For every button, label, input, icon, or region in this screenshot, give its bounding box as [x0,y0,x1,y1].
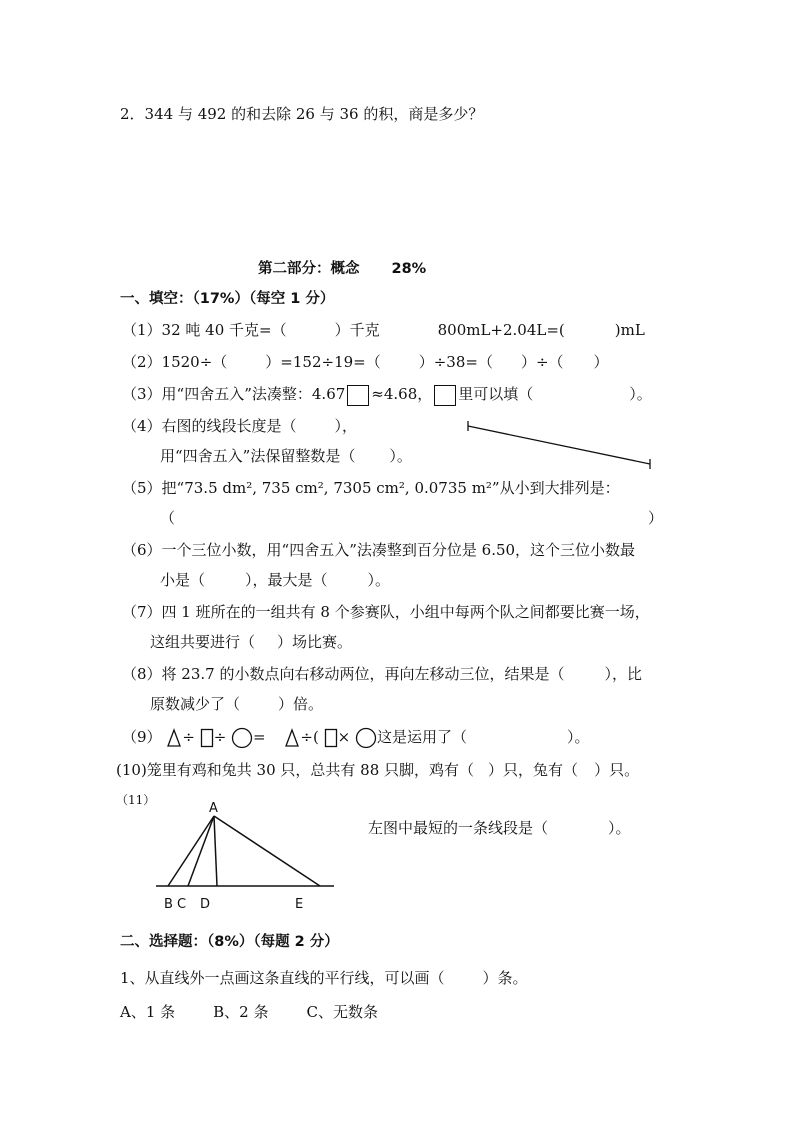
fill-4-text-a: （4）右图的线段长度是（ [122,417,297,435]
question-2: 2．344 与 492 的和去除 26 与 36 的积，商是多少？ [120,105,484,123]
fill-2-text-d: ）÷（ [520,353,564,371]
divide-sign-2: ÷ [213,728,227,746]
fill-5-blank-left: （ [160,509,176,527]
fill-2-text-e: ） [593,353,609,371]
fill-1 [122,320,645,340]
fill-8-text-c: 原数减少了（ [150,695,241,713]
choice-1-question: 1、从直线外一点画这条直线的平行线，可以画（ [120,969,445,987]
fill-11-text-b: ）。 [608,819,631,837]
fill-1-text-a: （1）32 吨 40 千克=（ [122,321,287,339]
fill-2 [122,352,609,372]
fill-3 [122,384,652,406]
divide-sign-3: ÷( [300,728,319,746]
fill-2-text-c: ）÷38=（ [418,353,493,371]
segment-figure [462,418,657,470]
fill-6-text-d: ）。 [367,571,391,589]
circle-icon [355,727,377,749]
fill-5-blank-right: ） [648,509,664,527]
fill-11-text [368,818,631,838]
fill-8-text-d: ）倍。 [278,695,324,713]
blank-square-1 [347,385,369,406]
label-d: D [200,897,211,912]
fill-2-text-a: （2）1520÷（ [122,353,228,371]
fill-6-text-b: 小是（ [160,571,206,589]
choice-1-end: ）条。 [482,969,528,987]
fill-4-text-d: ）。 [389,447,412,465]
fill-8-text-a: （8）将 23.7 的小数点向右移动两位，再向左移动三位，结果是（ [122,665,565,683]
fill-10-text-c: ）只。 [594,761,640,779]
fill-3-text-a: （3）用“四舍五入”法凑整：4.67 [122,385,346,403]
part-percent: 28% [391,261,427,277]
fill-1-text-d: )mL [614,321,645,339]
fill-7-text-b: 这组共要进行（ [150,633,256,651]
fill-6-line-2 [160,570,390,590]
fill-4-line-1 [122,416,357,436]
fill-6-text-c: ），最大是（ [245,571,328,589]
choice-1 [120,968,528,988]
fill-4-text-b: ）， [334,417,358,435]
label-a: A [209,801,218,816]
rectangle-icon [200,728,214,748]
fill-8-line-2 [150,694,323,714]
triangle-figure [150,796,340,916]
section-choice-heading: 二、选择题：（8%）（每题 2 分） [120,934,339,950]
circle-icon [231,727,253,749]
fill-9-text-a: （9） [122,728,162,746]
triangle-icon [166,728,182,748]
fill-7-line-1: （7）四 1 班所在的一组共有 8 个参赛队，小组中每两个队之间都要比赛一场， [122,603,650,621]
fill-9-text-c: ）。 [566,728,590,746]
option-b: B、2 条 [213,1003,269,1021]
fill-8-text-b: ），比 [604,665,642,683]
fill-2-text-b: ）=152÷19=（ [265,353,381,371]
fill-3-text-c: 里可以填（ [458,385,534,403]
label-bc: B C [164,897,187,912]
fill-5: （5）把“73.5 dm², 735 cm², 7305 cm², 0.0735 m²”从小到大排列是： [122,479,620,497]
section-fill-heading: 一、填空：（17%）（每空 1 分） [120,291,335,307]
fill-1-text-b: ）千克 [334,321,380,339]
fill-3-text-b: ≈4.68， [371,385,433,403]
fill-9-text-b: 这是运用了（ [376,728,467,746]
fill-11-number: （11） [116,793,156,807]
fill-4-text-c: 用“四舍五入”法保留整数是（ [160,447,356,465]
equals-sign: = [253,728,266,746]
fill-7-line-2 [150,632,352,652]
fill-7-text-c: ）场比赛。 [277,633,353,651]
option-a: A、1 条 [120,1003,176,1021]
part-title [258,259,426,279]
fill-6-line-1: （6）一个三位小数，用“四舍五入”法凑整到百分位是 6.50，这个三位小数最 [122,541,636,559]
fill-9 [122,727,590,749]
fill-1-text-c: 800mL+2.04L=( [437,321,565,339]
fill-3-text-d: ）。 [629,385,652,403]
fill-10-text-a: (10)笼里有鸡和兔共 30 只，总共有 88 只脚，鸡有（ [116,761,475,779]
blank-square-2 [434,385,456,406]
option-c: C、无数条 [306,1003,378,1021]
choice-1-options [120,1002,378,1022]
part-title-text: 第二部分：概念 [258,261,360,277]
fill-10-text-b: ）只，兔有（ [488,761,579,779]
label-e: E [295,897,304,912]
times-sign: × [337,728,351,746]
fill-11-text-a: 左图中最短的一条线段是（ [368,819,549,837]
divide-sign-1: ÷ [182,728,195,746]
triangle-icon [284,728,300,748]
fill-8-line-1 [122,664,642,684]
rectangle-icon [324,728,338,748]
fill-10 [116,760,639,780]
fill-4-line-2 [160,446,412,466]
